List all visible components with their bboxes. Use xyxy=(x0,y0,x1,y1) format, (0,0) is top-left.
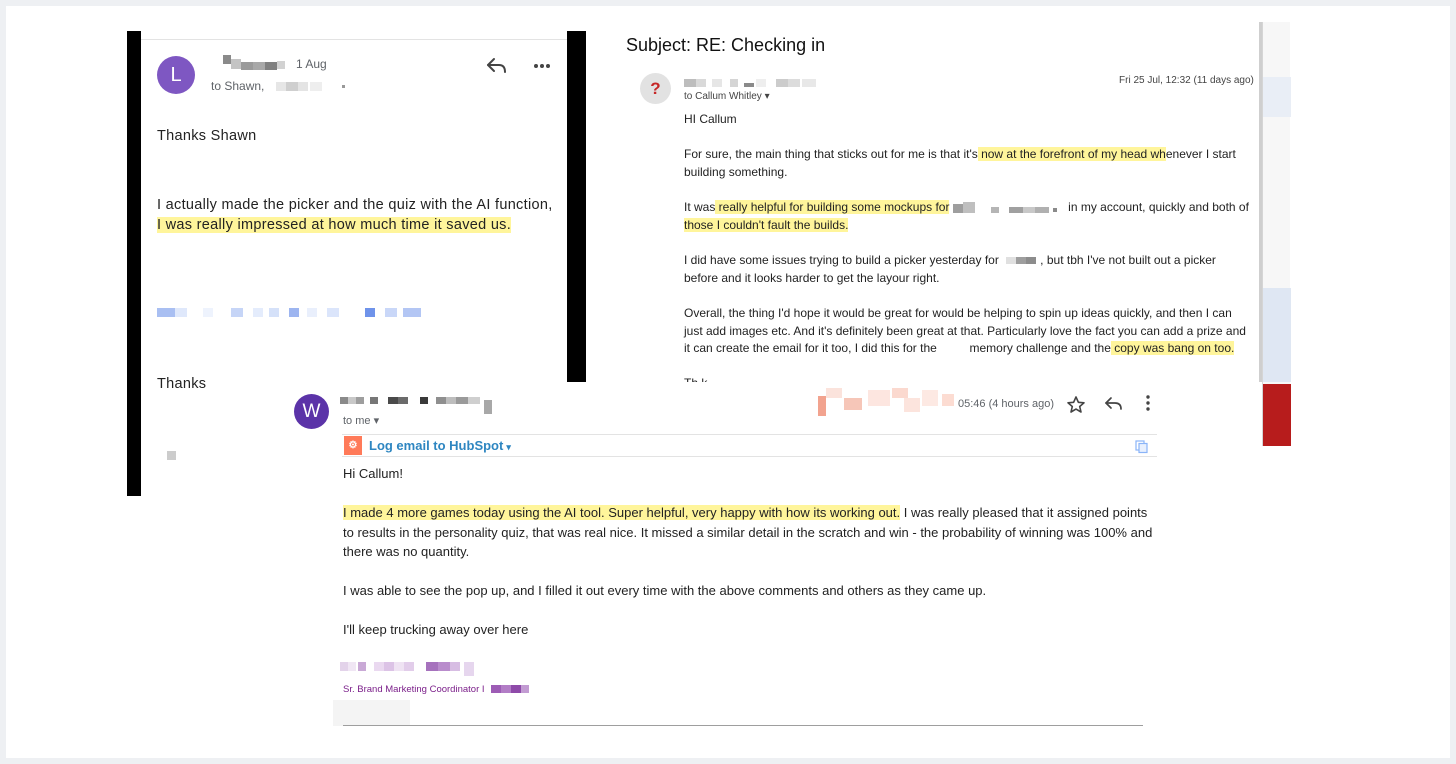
email-closing: Thanks xyxy=(157,376,207,392)
redacted-signature-pixels xyxy=(167,450,179,462)
email-paragraph: I was able to see the pop up, and I filled it out every time with the above comments and others as they came up. xyxy=(343,583,987,598)
chevron-down-icon[interactable]: ▾ xyxy=(764,91,770,102)
sliver-block xyxy=(1263,77,1291,117)
background-window-edge xyxy=(1262,22,1290,446)
highlighted-text: really helpful for building some mockups for xyxy=(715,200,950,214)
recipients-line[interactable] xyxy=(211,79,346,93)
email-text: I did have some issues trying to build a picker yesterday for xyxy=(684,253,999,267)
redacted-pixels xyxy=(818,388,958,420)
sender-avatar[interactable]: L xyxy=(157,56,195,94)
highlighted-text: those I couldn't fault the builds. xyxy=(684,217,849,232)
divider xyxy=(343,725,1143,726)
email-text: I was really pleased that it assigned points to results in the personality quiz, that was real nice. It missed a similar detail in the scratch and win - the probability of winning was 100% and there was no quantity. xyxy=(343,505,1153,559)
redacted-pixels xyxy=(1002,255,1040,267)
signature-title xyxy=(343,684,531,695)
email-paragraph: I'll keep trucking away over here xyxy=(343,622,529,637)
copy-icon[interactable] xyxy=(1135,440,1148,453)
reply-icon[interactable] xyxy=(485,55,509,77)
redacted-link-pixels xyxy=(157,307,437,319)
email-text: It was xyxy=(684,200,716,214)
sender-name-redacted[interactable] xyxy=(223,55,293,78)
more-horiz-icon[interactable] xyxy=(531,55,553,77)
email-time: 05:46 (4 hours ago) xyxy=(958,398,1055,410)
email-paragraph xyxy=(684,305,1249,358)
hubspot-label: Log email to HubSpot xyxy=(369,438,504,453)
highlighted-text: now at the forefront of my head wh xyxy=(977,147,1166,161)
recipients-label: to me xyxy=(343,415,371,427)
chevron-down-icon: ▾ xyxy=(506,442,511,452)
email-date: Fri 25 Jul, 12:32 (11 days ago) xyxy=(1119,75,1254,86)
email-text: enever I start building something. xyxy=(684,147,1236,179)
email-greeting: Hi Callum! xyxy=(343,466,403,481)
redacted-pixels xyxy=(276,81,346,93)
email-date: 1 Aug xyxy=(296,57,327,71)
unknown-sender-avatar[interactable]: ? xyxy=(640,73,671,104)
highlighted-text: I was really impressed at how much time it saved us. xyxy=(157,216,512,233)
email-subject: Subject: RE: Checking in xyxy=(626,35,826,55)
signature-title-text: Sr. Brand Marketing Coordinator I xyxy=(343,684,485,695)
redacted-pixels xyxy=(684,78,824,89)
email-text: , but tbh I've not built out a picker before and it looks harder to get the layour right. xyxy=(684,253,1216,285)
divider xyxy=(141,39,567,40)
email-card-right xyxy=(604,22,1262,382)
chevron-down-icon[interactable]: ▾ xyxy=(373,415,380,427)
redacted-footer xyxy=(333,700,410,726)
email-text: Overall, the thing I'd hope it would be great for would be helping to spin up ideas quickly, and then I can just add images etc. And it's definitely been great at that. Particularly love the fact you can add a prize and it can create the email for it too, I did this for the xyxy=(684,306,1246,356)
star-icon[interactable] xyxy=(1066,395,1086,415)
redacted-pixels xyxy=(223,55,293,73)
email-greeting: Thanks Shawn xyxy=(157,128,257,144)
highlighted-text: I made 4 more games today using the AI tool. Super helpful, very happy with how its working out. xyxy=(343,505,901,520)
log-email-hubspot-button[interactable] xyxy=(369,438,511,453)
recipients-label: to Shawn, xyxy=(211,79,265,93)
email-text: For sure, the main thing that sticks out for me is that it's xyxy=(684,147,978,161)
reply-icon[interactable] xyxy=(1104,395,1124,413)
email-paragraph xyxy=(157,196,557,235)
email-text: I actually made the picker and the quiz with the AI function, xyxy=(157,197,553,213)
email-card-bottom xyxy=(278,382,1168,742)
recipients-line[interactable] xyxy=(343,414,379,427)
redacted-pixels xyxy=(491,684,531,694)
email-paragraph xyxy=(684,146,1249,181)
redacted-pixels xyxy=(953,202,1065,214)
recipients-label: to Callum Whitley xyxy=(684,91,762,102)
email-paragraph xyxy=(343,503,1153,562)
sliver-block xyxy=(1263,288,1291,382)
hubspot-icon: ⚙ xyxy=(344,436,362,455)
more-vert-icon[interactable] xyxy=(1138,393,1158,413)
email-text: in my account, quickly and both of xyxy=(1064,200,1249,214)
sender-avatar[interactable]: W xyxy=(294,394,329,429)
email-paragraph xyxy=(684,199,1249,234)
recipients-line[interactable] xyxy=(684,91,770,102)
redacted-signature-pixels xyxy=(340,660,480,676)
email-paragraph xyxy=(684,252,1249,287)
email-greeting: HI Callum xyxy=(684,112,737,126)
hubspot-toolbar xyxy=(342,434,1157,457)
highlighted-text: copy was bang on too. xyxy=(1110,341,1235,356)
redacted-pixels xyxy=(340,396,500,414)
sliver-block xyxy=(1263,384,1291,446)
email-text: memory challenge and the xyxy=(969,341,1111,356)
